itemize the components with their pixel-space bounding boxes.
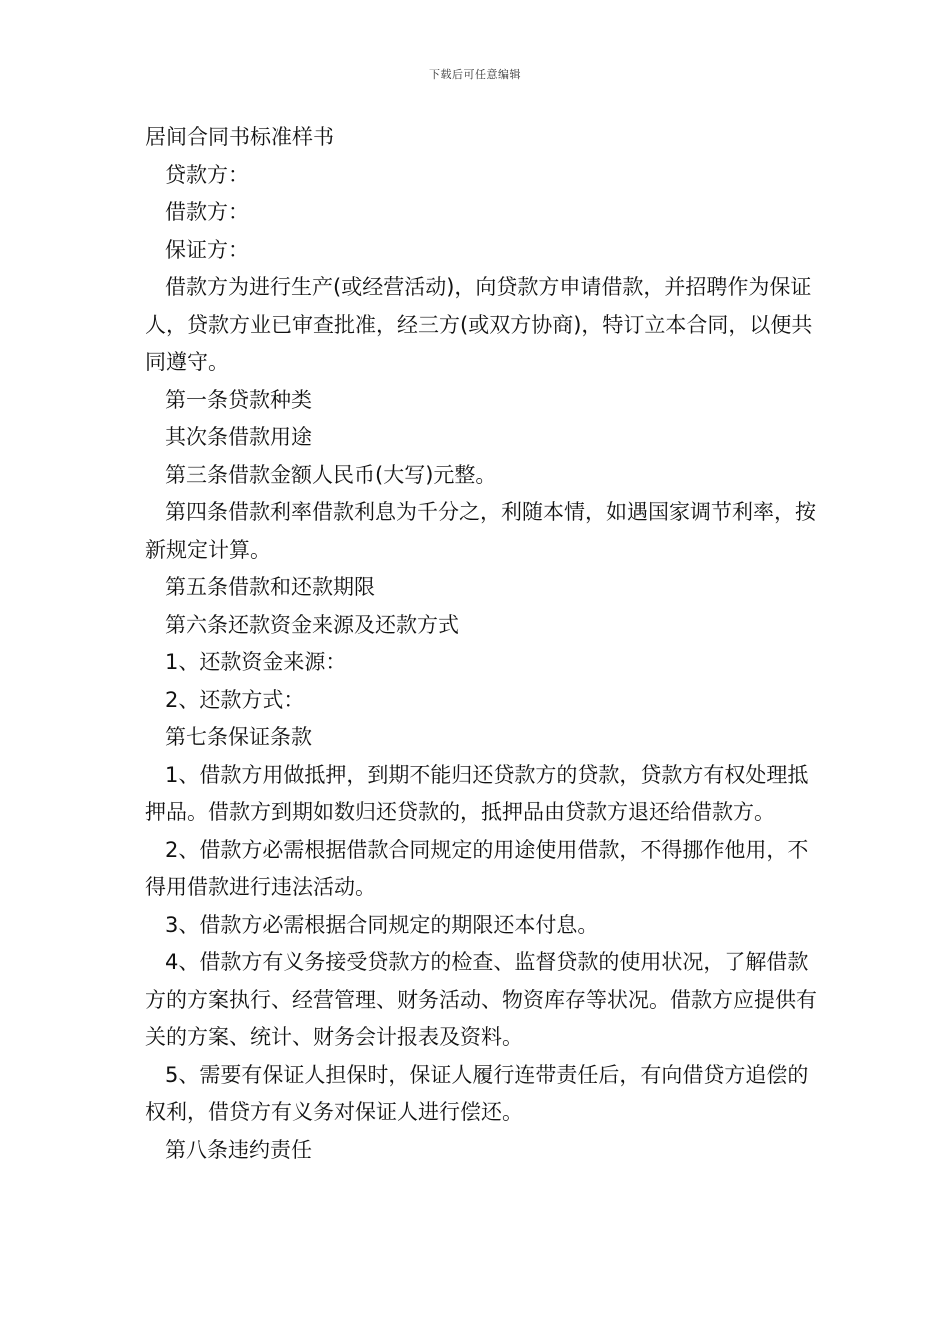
article-6-heading: 第六条还款资金来源及还款方式 bbox=[165, 612, 459, 637]
page-header-note: 下载后可任意编辑 bbox=[429, 68, 521, 81]
article-4-heading: 第四条借款利率借款利息为千分之，利随本情，如遇国家调节利率，按新规定计算。 bbox=[145, 500, 816, 562]
paragraph-borrower: 借款方： bbox=[165, 200, 249, 224]
article-6-item-1: 1、还款资金来源： bbox=[165, 650, 347, 674]
article-7-heading: 第七条保证条款 bbox=[165, 725, 312, 749]
article-8-heading: 第八条违约责任 bbox=[165, 1137, 312, 1162]
article-5-heading: 第五条借款和还款期限 bbox=[165, 575, 375, 599]
article-2-heading: 其次条借款用途 bbox=[165, 425, 312, 449]
paragraph-lender: 贷款方： bbox=[165, 162, 249, 187]
article-6-item-2: 2、还款方式： bbox=[165, 687, 305, 712]
document-title: 居间合同书标准样书 bbox=[145, 125, 334, 149]
document-body bbox=[145, 119, 825, 1169]
article-3-heading: 第三条借款金额人民币(大写)元整。 bbox=[165, 462, 497, 487]
article-7-item-1: 1、借款方用做抵押，到期不能归还贷款方的贷款，贷款方有权处理抵押品。借款方到期如数归还贷款的，抵押品由贷款方退还给借款方。 bbox=[145, 762, 809, 824]
article-1-heading: 第一条贷款种类 bbox=[165, 387, 312, 412]
article-7-item-3: 3、借款方必需根据合同规定的期限还本付息。 bbox=[165, 912, 599, 937]
article-7-item-4: 4、借款方有义务接受贷款方的检查、监督贷款的使用状况，了解借款方的方案执行、经营管理、财务活动、物资库存等状况。借款方应提供有关的方案、统计、财务会计报表及资料。 bbox=[145, 950, 817, 1049]
paragraph-preamble: 借款方为进行生产(或经营活动)，向贷款方申请借款，并招聘作为保证人，贷款方业已审查批准，经三方(或双方协商)，特订立本合同，以便共同遵守。 bbox=[145, 275, 813, 374]
article-7-item-5: 5、需要有保证人担保时，保证人履行连带责任后，有向借贷方追偿的权利，借贷方有义务对保证人进行偿还。 bbox=[145, 1062, 809, 1124]
paragraph-guarantor: 保证方： bbox=[165, 237, 249, 262]
article-7-item-2: 2、借款方必需根据借款合同规定的用途使用借款，不得挪作他用，不得用借款进行违法活动。 bbox=[145, 837, 809, 899]
